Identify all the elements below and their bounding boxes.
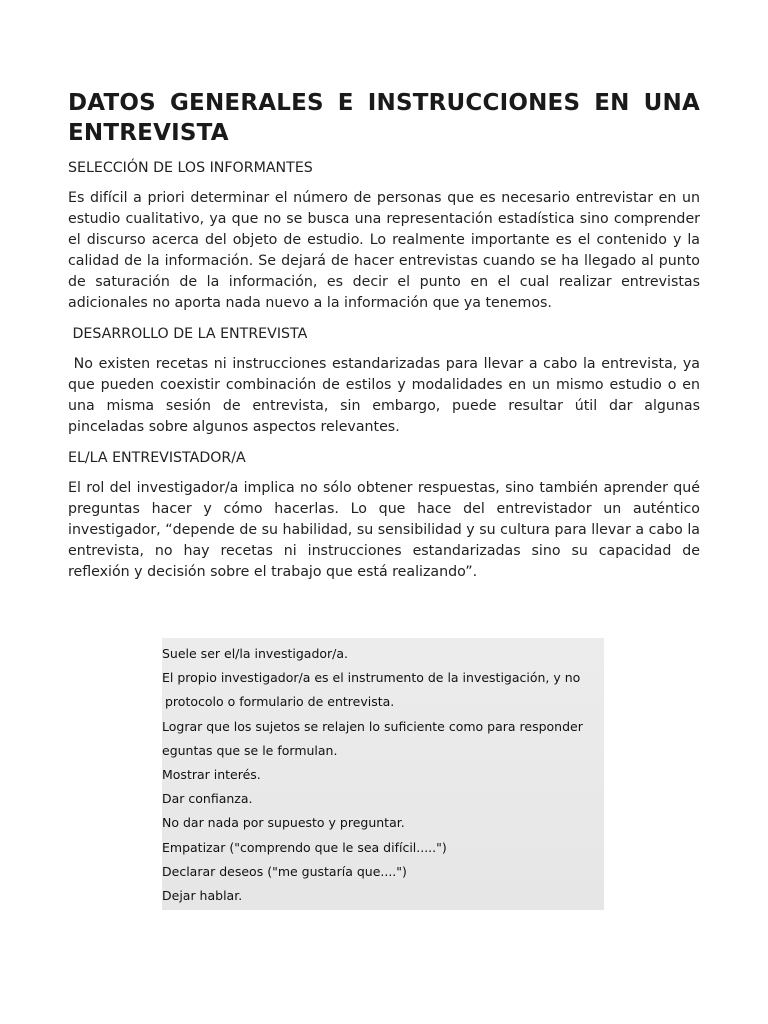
section-desarrollo: [68, 324, 705, 438]
figure-line: El propio investigador/a es el instrumento de la investigación, y no: [162, 670, 581, 686]
figure-line: Suele ser el/la investigador/a.: [162, 646, 349, 661]
figure-line: eguntas que se le formulan.: [162, 742, 338, 758]
figure-list: [162, 638, 604, 908]
embedded-list-image: [162, 638, 604, 910]
section-informantes: [68, 158, 700, 314]
document-title: DATOS GENERALES E INSTRUCCIONES EN UNA ENTREVISTA: [68, 90, 700, 146]
document-page: [68, 88, 705, 593]
section-paragraph: El rol del investigador/a implica no sólo obtener respuestas, sino también aprender qué preguntas hacer y cómo hacerlas. Lo que hace del entrevistador un auténtico investigador, “depende de su habilidad, su sensibilidad y su cultura para llevar a cabo la entrevista, no hay recetas ni instrucciones estandarizadas sino su capacidad de reflexión y decisión sobre el trabajo que está realizando”.: [68, 480, 700, 580]
section-heading: DESARROLLO DE LA ENTREVISTA: [68, 326, 308, 342]
figure-line: Dar confianza.: [162, 791, 253, 807]
section-paragraph: No existen recetas ni instrucciones estandarizadas para llevar a cabo la entrevista, ya que pueden coexistir combinación de estilos y modalidades en un mismo estudio o en una misma sesión de entrevista, sin embargo, puede resultar útil dar algunas pinceladas sobre algunos aspectos relevantes.: [68, 356, 705, 435]
figure-line: Lograr que los sujetos se relajen lo suficiente como para responder: [162, 718, 583, 734]
section-heading: EL/LA ENTREVISTADOR/A: [68, 450, 246, 466]
figure-line: Dejar hablar.: [162, 887, 243, 903]
figure-line: protocolo o formulario de entrevista.: [165, 694, 395, 710]
section-paragraph: Es difícil a priori determinar el número de personas que es necesario entrevistar en un estudio cualitativo, ya que no se busca una representación estadística sino comprender el discurso acerca del objeto de estudio. Lo realmente importante es el contenido y la calidad de la información. Se dejará de hacer entrevistas cuando se ha llegado al punto de saturación de la información, es decir el punto en el cual realizar entrevistas adicionales no aporta nada nuevo a la información que ya tenemos.: [68, 190, 700, 311]
figure-line: Mostrar interés.: [162, 766, 261, 782]
section-heading: SELECCIÓN DE LOS INFORMANTES: [68, 160, 313, 176]
figure-line: Empatizar ("comprendo que le sea difícil....."): [162, 839, 447, 855]
figure-line: No dar nada por supuesto y preguntar.: [162, 815, 405, 831]
section-entrevistador: [68, 448, 700, 583]
figure-line: Declarar deseos ("me gustaría que...."): [162, 863, 407, 879]
